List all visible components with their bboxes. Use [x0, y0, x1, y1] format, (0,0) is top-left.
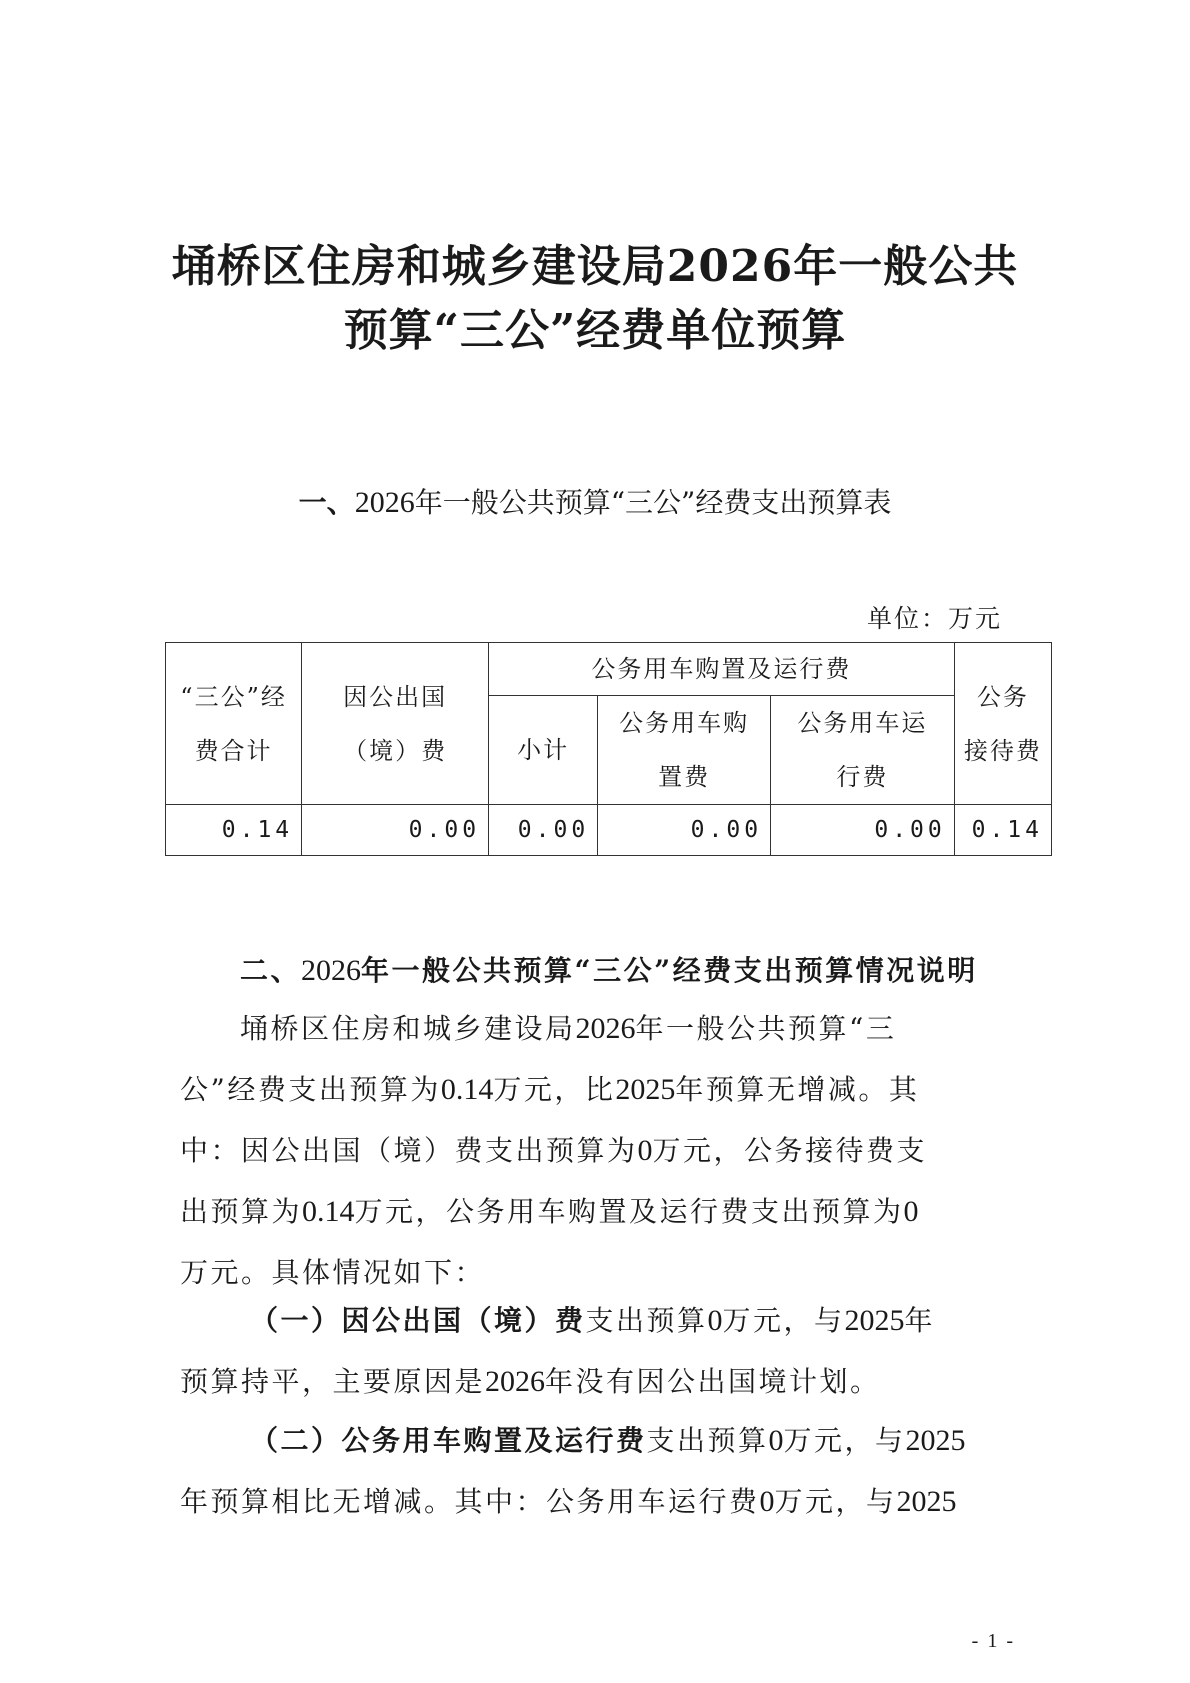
- table-header-row-1: [166, 643, 1052, 696]
- header-reception: 公务 接待费: [954, 643, 1051, 805]
- title-line-2: 预算“三公”经费单位预算: [343, 305, 847, 356]
- unit-label: 单位：万元: [866, 604, 1002, 633]
- section-1-prefix: 一、: [298, 486, 355, 519]
- paragraph-vehicle: （二）公务用车购置及运行费支出预算0万元，与2025 年预算相比无增减。其中：公务用车运行费0万元，与2025: [180, 1424, 966, 1518]
- value-total: 0.14: [166, 805, 302, 856]
- value-operation: 0.00: [771, 805, 955, 856]
- section-2-year: 2026: [301, 954, 362, 987]
- header-subtotal: 小计: [489, 696, 598, 805]
- paragraph-abroad: （一）因公出国（境）费支出预算0万元，与2025年 预算持平，主要原因是2026年没有因公出国境计划。: [180, 1304, 936, 1398]
- title-line-1: 埇桥区住房和城乡建设局2026年一般公共: [171, 241, 1019, 292]
- section-2-rest: 年一般公共预算“三公”经费支出预算情况说明: [361, 954, 978, 987]
- page-number: - 1 -: [971, 1630, 1015, 1652]
- header-vehicle-group: 公务用车购置及运行费: [489, 643, 955, 696]
- header-abroad: 因公出国 （境）费: [302, 643, 489, 805]
- section-2-prefix: 二、: [240, 954, 302, 987]
- section-1-rest: 年一般公共预算“三公”经费支出预算表: [414, 486, 892, 519]
- budget-table: [165, 642, 1052, 856]
- document-title: [150, 235, 1040, 363]
- table-row: [166, 805, 1052, 856]
- header-purchase: 公务用车购 置费: [598, 696, 771, 805]
- value-reception: 0.14: [954, 805, 1051, 856]
- value-subtotal: 0.00: [489, 805, 598, 856]
- paragraph-summary: 埇桥区住房和城乡建设局2026年一般公共预算“三 公”经费支出预算为0.14万元，比2025年预算无增减。其 中：因公出国（境）费支出预算为0万元，公务接待费支 出预算为0.14万元，公务用车购置及运行费支出预算为0 万元。具体情况如下：: [180, 1012, 928, 1289]
- value-purchase: 0.00: [598, 805, 771, 856]
- header-total: “三公”经 费合计: [166, 643, 302, 805]
- section-1-year: 2026: [354, 486, 415, 519]
- section-2-heading: [180, 940, 1040, 1001]
- header-operation: 公务用车运 行费: [771, 696, 955, 805]
- value-abroad: 0.00: [302, 805, 489, 856]
- section-1-heading: [150, 483, 1040, 523]
